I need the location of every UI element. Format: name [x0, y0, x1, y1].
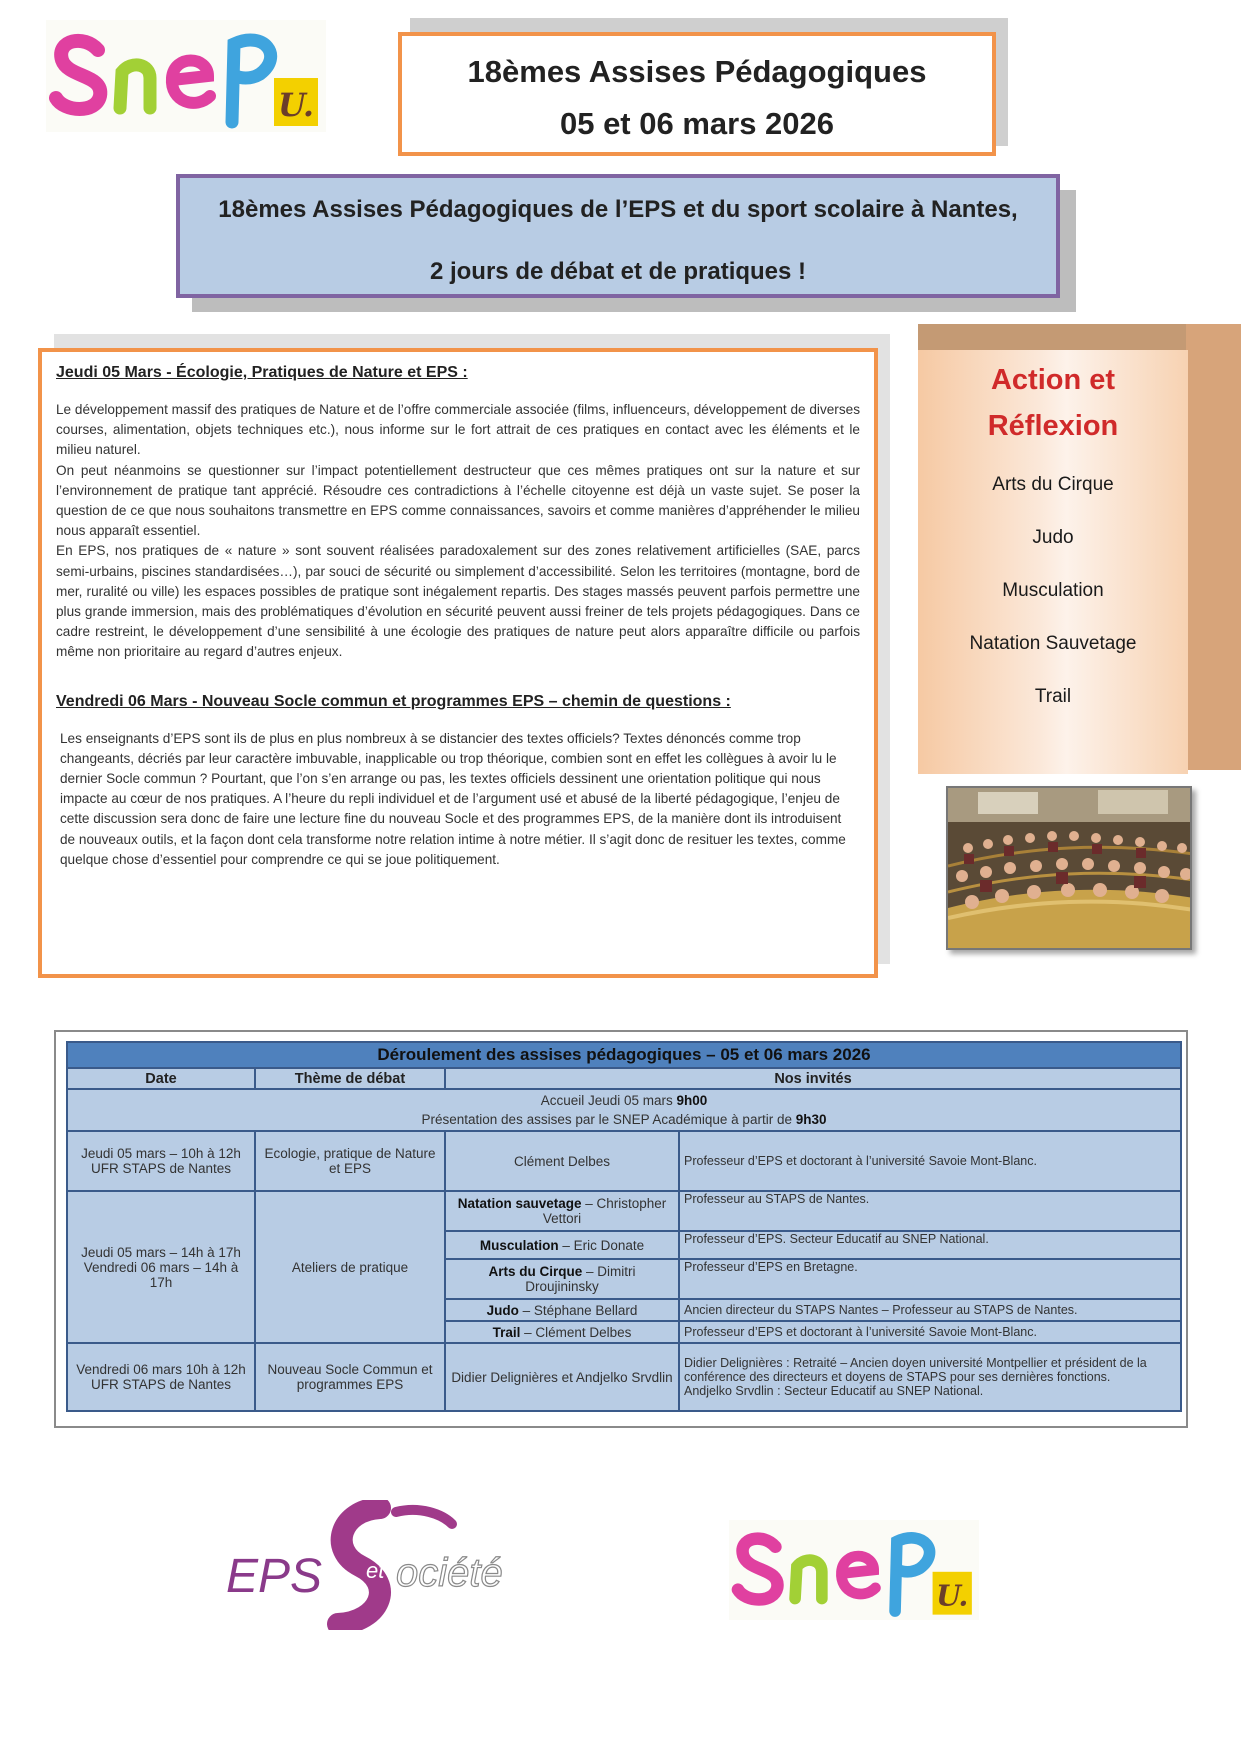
section-heading-friday: Vendredi 06 Mars - Nouveau Socle commun et programmes EPS – chemin de questions :: [56, 692, 731, 710]
side-title-2: Réflexion: [987, 410, 1119, 442]
subtitle-line-2: 2 jours de débat et de pratiques !: [429, 258, 807, 285]
main-text-box: [38, 348, 878, 978]
row2-date: Jeudi 05 mars – 14h à 17h Vendredi 06 mars – 14h à 17h: [67, 1191, 255, 1343]
workshop-musculation-role: Professeur d’EPS. Secteur Educatif au SNEP National.: [679, 1231, 1181, 1259]
table-header-theme: Thème de débat: [255, 1068, 445, 1089]
workshop-guest: – Christopher Vettori: [542, 1196, 667, 1226]
svg-text:et: et: [366, 1558, 385, 1583]
eps-et-societe-logo: [220, 1500, 540, 1630]
workshop-judo: [445, 1299, 679, 1321]
row2-theme: Ateliers de pratique: [255, 1191, 445, 1343]
workshop-guest: – Stéphane Bellard: [518, 1302, 638, 1318]
row3-role-2: Andjelko Srvdlin : Secteur Educatif au SNEP National.: [684, 1384, 984, 1398]
svg-text:ociété: ociété: [396, 1551, 503, 1595]
workshop-activity: Musculation: [479, 1237, 559, 1253]
workshop-trail: [445, 1321, 679, 1343]
svg-text:U.: U.: [936, 1578, 969, 1613]
title-box: [398, 32, 996, 156]
welcome-time-1: 9h00: [676, 1093, 708, 1108]
paragraph-1: Le développement massif des pratiques de Nature et de l’offre commerciale associée (films, influenceurs, développement de diverses courses, alimentation, objets techniques etc.), nous informe sur le fort attrait de ces pratiques en contact avec les éléments et le milieu naturel.: [56, 402, 860, 458]
side-title-1: Action et: [990, 364, 1116, 396]
side-item-trail: Trail: [1034, 686, 1072, 707]
row3-theme: Nouveau Socle Commun et programmes EPS: [255, 1343, 445, 1411]
paragraph-2: On peut néanmoins se questionner sur l’impact potentiellement destructeur que ces mêmes pratiques ont sur la nature et sur l’environnement de pratique tant apprécié. Résoudre ces contradictions à l’échelle citoyenne est déjà un vaste sujet. Se poser la question de ce que nous souhaitons transmettre en EPS comme connaissances, savoirs et comme manières d’appréhender le milieu nous apparaît essentiel.: [56, 462, 860, 539]
side-box: [918, 350, 1188, 774]
row3-date: Vendredi 06 mars 10h à 12h UFR STAPS de Nantes: [67, 1343, 255, 1411]
welcome-time-2: 9h30: [795, 1112, 827, 1127]
workshop-natation-role: Professeur au STAPS de Nantes.: [679, 1191, 1181, 1231]
workshop-activity: Judo: [486, 1302, 519, 1318]
svg-text:EPS: EPS: [226, 1550, 323, 1603]
side-item-musculation: Musculation: [1002, 580, 1104, 601]
workshop-guest: – Dimitri Droujininsky: [525, 1264, 636, 1294]
welcome-line-1-text: Accueil Jeudi 05 mars: [540, 1093, 677, 1108]
svg-text:U.: U.: [277, 86, 315, 124]
workshop-cirque-role: Professeur d’EPS en Bretagne.: [679, 1259, 1181, 1299]
table-header-guests: Nos invités: [445, 1068, 1181, 1089]
side-item-arts-du-cirque: Arts du Cirque: [992, 474, 1114, 495]
row1-theme: Ecologie, pratique de Nature et EPS: [255, 1131, 445, 1191]
welcome-line-2-text: Présentation des assises par le SNEP Académique à partir de: [421, 1112, 796, 1127]
paragraph-3: En EPS, nos pratiques de « nature » sont souvent réalisées paradoxalement sur des zones relativement artificielles (SAE, parcs semi-urbains, piscines standardisées…), par souci de sécurité ou simplement d’accessibilité. Selon les territoires (montagne, bord de mer, ruralité ou ville) les espaces possibles de pratique sont inégalement repartis. Des stages massés peuvent parfois permettre une plus grande immersion, mais des problématiques d’évolution en sécurité peuvent aussi freiner de tels projets pédagogiques. Dans ce cadre restreint, le développement d’une sensibilité à une écologie des pratiques de nature peut alors apparaître difficile ou parfois même non prioritaire au regard d’autres enjeux.: [56, 543, 860, 660]
programme-table-frame: [54, 1030, 1188, 1428]
workshop-judo-role: Ancien directeur du STAPS Nantes – Professeur au STAPS de Nantes.: [679, 1299, 1181, 1321]
table-welcome-row: [67, 1089, 1181, 1131]
workshop-activity: Arts du Cirque: [488, 1264, 583, 1279]
programme-table: [66, 1041, 1182, 1412]
workshop-natation: [445, 1191, 679, 1231]
subtitle-box: [176, 174, 1060, 298]
title-line-2: 05 et 06 mars 2026: [559, 106, 835, 141]
workshop-trail-role: Professeur d’EPS et doctorant à l’université Savoie Mont-Blanc.: [679, 1321, 1181, 1343]
table-header-date: Date: [67, 1068, 255, 1089]
side-box-right-face: [1186, 324, 1241, 770]
section-heading-thursday: Jeudi 05 Mars - Écologie, Pratiques de Nature et EPS :: [56, 364, 468, 381]
row3-role-1: Didier Delignières : Retraité – Ancien doyen université Montpellier et président de la conférence des directeurs et doyens de STAPS pour ses dernières fonctions.: [684, 1356, 1147, 1384]
snep-logo-bottom: [726, 1520, 982, 1625]
workshop-activity: Natation sauvetage: [457, 1196, 582, 1211]
row3-guest: Didier Delignières et Andjelko Srvdlin: [445, 1343, 679, 1411]
row3-role: [679, 1343, 1181, 1411]
paragraph-4: Les enseignants d’EPS sont ils de plus en plus nombreux à se distancier des textes officiels? Textes dénoncés comme trop changeants, décriés par leur caractère imbuvable, inapplicable ou trop théorique, combien sont en effet les collègues à avoir lu le dernier Socle commun ? Pourtant, que l’on s’en arrange ou pas, les textes officiels dessinent une orientation politique qui nous impacte au cœur de nos pratiques. A l’heure du repli individuel et de l’argument usé et abusé de la liberté pédagogique, l’enjeu de cette discussion sera donc de faire une lecture fine du nouveau Socle et des programmes EPS, de la manière dont ils introduisent de nouveaux outils, et la façon dont cela transforme notre relation intime à notre métier. Il s’agit donc de resituer les textes, comme quelque chose d’essentiel pour comprendre ce qui se joue politiquement.: [60, 730, 846, 867]
workshop-activity: Trail: [492, 1324, 521, 1340]
side-item-judo: Judo: [1032, 527, 1074, 548]
row1-date: Jeudi 05 mars – 10h à 12h UFR STAPS de Nantes: [67, 1131, 255, 1191]
row1-guest: Clément Delbes: [445, 1131, 679, 1191]
audience-photo: [946, 786, 1192, 950]
workshop-guest: – Eric Donate: [558, 1237, 645, 1253]
workshop-musculation: [445, 1231, 679, 1259]
table-title: Déroulement des assises pédagogiques – 05 et 06 mars 2026: [67, 1042, 1181, 1068]
side-item-natation-sauvetage: Natation Sauvetage: [969, 633, 1137, 654]
snep-logo: [46, 20, 326, 132]
row1-role: Professeur d’EPS et doctorant à l’université Savoie Mont-Blanc.: [679, 1131, 1181, 1191]
workshop-guest: – Clément Delbes: [520, 1324, 632, 1340]
subtitle-line-1: 18èmes Assises Pédagogiques de l’EPS et du sport scolaire à Nantes,: [218, 196, 1018, 223]
title-line-1: 18èmes Assises Pédagogiques: [467, 54, 927, 89]
workshop-cirque: [445, 1259, 679, 1299]
